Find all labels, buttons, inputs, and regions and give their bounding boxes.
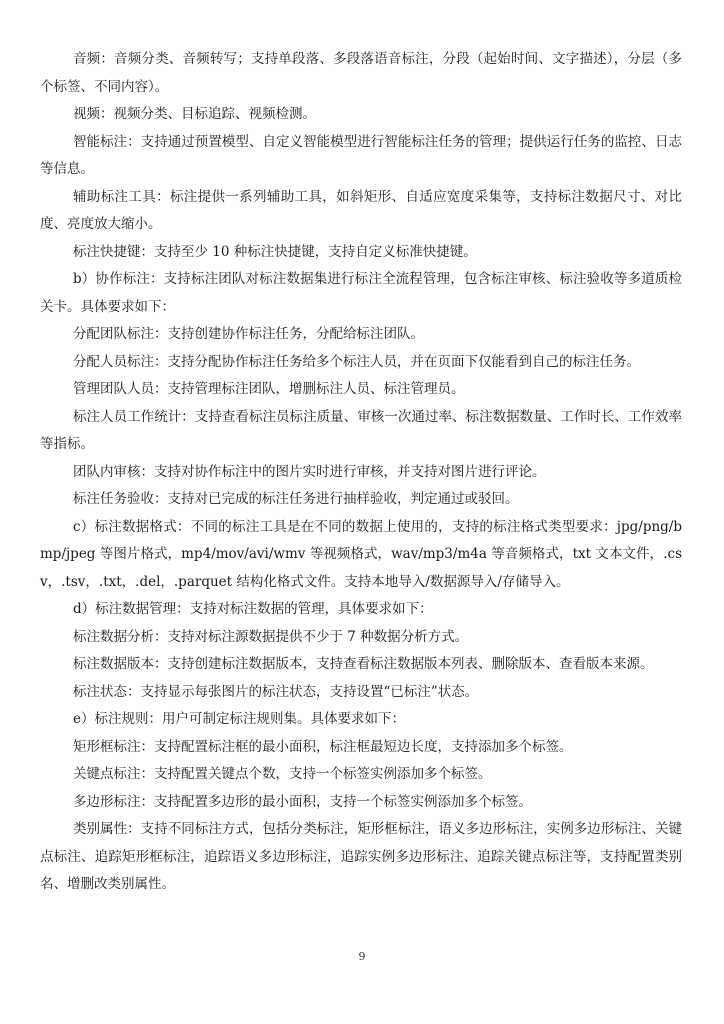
paragraph-audio: 音频：音频分类、音频转写；支持单段落、多段落语音标注，分段（起始时间、文字描述），分层（多个标签、不同内容）。 [40,51,682,95]
paragraph-assign-people: 分配人员标注：支持分配协作标注任务给多个标注人员，并在页面下仅能看到自己的标注任务。 [73,353,640,370]
paragraph-assign-team: 分配团队标注：支持创建协作标注任务，分配给标注团队。 [73,326,424,342]
paragraph-collab-annotation: b）协作标注：支持标注团队对标注数据集进行标注全流程管理，包含标注审核、标注验收等多道质检关卡。具体要求如下： [40,271,682,315]
paragraph-video: 视频：视频分类、目标追踪、视频检测。 [73,106,316,122]
paragraph-annotation-rules: e）标注规则：用户可制定标注规则集。具体要求如下： [73,711,405,727]
body-text [40,46,682,899]
paragraph-polygon-annotation: 多边形标注：支持配置多边形的最小面积，支持一个标签实例添加多个标签。 [73,793,532,810]
paragraph-data-version: 标注数据版本：支持创建标注数据版本，支持查看标注数据版本列表、删除版本、查看版本来源。 [73,656,654,672]
paragraph-category-attributes: 类别属性：支持不同标注方式，包括分类标注，矩形框标注，语义多边形标注，实例多边形标注、关键点标注、追踪矩形框标注，追踪语义多边形标注，追踪实例多边形标注、追踪关键点标注等，支持配置类别名、增删改类别属性。 [40,821,682,892]
paragraph-work-stats: 标注人员工作统计：支持查看标注员标注质量、审核一次通过率、标注数据数量、工作时长、工作效率等指标。 [40,408,682,452]
paragraph-task-acceptance: 标注任务验收：支持对已完成的标注任务进行抽样验收，判定通过或驳回。 [73,491,519,507]
paragraph-data-format: c）标注数据格式：不同的标注工具是在不同的数据上使用的，支持的标注格式类型要求：jpg/png/bmp/jpeg 等图片格式，mp4/mov/avi/wmv 等视频格式，wav/mp3/m4a 等音频格式，txt 文本文件，.csv，.tsv，.txt，.del，.parquet 结构化格式文件。支持本地导入/数据源导入/存储导入。 [40,518,682,590]
paragraph-smart-annotation: 智能标注：支持通过预置模型、自定义智能模型进行智能标注任务的管理；提供运行任务的监控、日志等信息。 [40,133,682,177]
paragraph-keypoint-annotation: 关键点标注：支持配置关键点个数，支持一个标签实例添加多个标签。 [73,766,492,782]
paragraph-data-analysis: 标注数据分析：支持对标注源数据提供不少于 7 种数据分析方式。 [73,628,469,645]
paragraph-annotation-status: 标注状态：支持显示每张图片的标注状态，支持设置“已标注”状态。 [73,683,479,700]
paragraph-assist-tools: 辅助标注工具：标注提供一系列辅助工具，如斜矩形、自适应宽度采集等，支持标注数据尺寸、对比度、亮度放大缩小。 [40,188,682,232]
paragraph-rect-annotation: 矩形框标注：支持配置标注框的最小面积，标注框最短边长度，支持添加多个标签。 [73,738,573,755]
page-number: 9 [358,950,366,963]
paragraph-team-review: 团队内审核：支持对协作标注中的图片实时进行审核，并支持对图片进行评论。 [73,463,546,480]
paragraph-manage-team: 管理团队人员：支持管理标注团队，增删标注人员、标注管理员。 [73,381,465,397]
paragraph-data-management: d）标注数据管理：支持对标注数据的管理，具体要求如下： [73,601,433,617]
paragraph-shortcuts: 标注快捷键：支持至少 10 种标注快捷键，支持自定义标准快捷键。 [73,243,477,260]
